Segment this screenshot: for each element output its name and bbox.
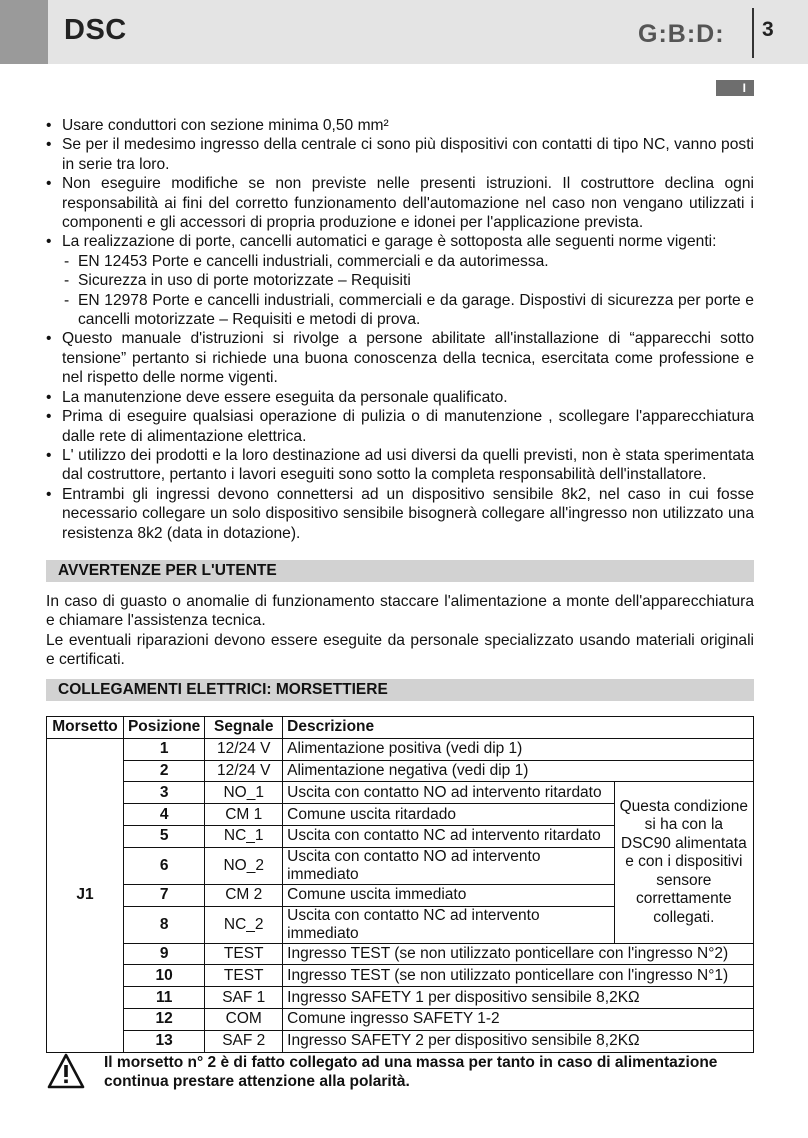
table-row	[47, 738, 754, 760]
warning-line: Il morsetto n° 2 è di fatto collegato ad una massa per tanto in caso di alimentazione	[104, 1054, 718, 1071]
bullet-item: • Prima di eseguire qualsiasi operazione di pulizia o di manutenzione , scollegare l'apparecchiatura dalle rete di alimentazione elettrica.	[46, 407, 754, 446]
signal-cell: CM 1	[205, 804, 283, 826]
description-cell: Uscita con contatto NC ad intervento immediato	[283, 906, 614, 943]
bullet-item: • Non eseguire modifiche se non previste nelle presenti istruzioni. Il costruttore declina ogni responsabilità ai fini del corretto funzionamento dell'automazione nel caso non vengano utilizzati i componenti e gli accessori di propria produzione e idonei per l'applicazione prevista.	[46, 174, 754, 232]
safety-instructions	[46, 116, 754, 543]
position-cell: 6	[123, 847, 204, 884]
signal-cell: 12/24 V	[205, 738, 283, 760]
signal-cell: NC_2	[205, 906, 283, 943]
table-header-row	[47, 717, 754, 739]
polarity-warning	[46, 1050, 754, 1094]
header-accent-block	[0, 0, 48, 64]
header-descrizione: Descrizione	[283, 717, 754, 739]
norm-item: - Sicurezza in uso di porte motorizzate – Requisiti	[62, 271, 754, 290]
signal-cell: COM	[205, 1008, 283, 1030]
section-heading-user: AVVERTENZE PER L'UTENTE	[46, 560, 754, 582]
bullet-item: • L' utilizzo dei prodotti e la loro destinazione ad usi diversi da quelli previsti, non è stata sperimentata dal costruttore, pertanto i lavori eseguiti sono sotto la completa responsabilità dell'installatore.	[46, 446, 754, 485]
description-cell: Uscita con contatto NO ad intervento immediato	[283, 847, 614, 884]
position-cell: 1	[123, 738, 204, 760]
signal-cell: SAF 2	[205, 1030, 283, 1052]
gibidi-logo: G:B:D:	[638, 20, 725, 48]
description-cell: Comune ingresso SAFETY 1-2	[283, 1008, 754, 1030]
description-cell: Comune uscita immediato	[283, 884, 614, 906]
warning-text	[104, 1053, 717, 1091]
description-cell: Alimentazione negativa (vedi dip 1)	[283, 760, 754, 782]
description-cell: Alimentazione positiva (vedi dip 1)	[283, 738, 754, 760]
description-cell: Ingresso TEST (se non utilizzato ponticellare con l'ingresso N°1)	[283, 965, 754, 987]
header-morsetto: Morsetto	[47, 717, 124, 739]
bullet-text: La realizzazione di porte, cancelli automatici e garage è sottoposta alle seguenti norme vigenti:	[62, 233, 717, 251]
warning-triangle-icon	[46, 1052, 86, 1090]
table-row	[47, 965, 754, 987]
position-cell: 12	[123, 1008, 204, 1030]
position-cell: 4	[123, 804, 204, 826]
norms-list	[62, 252, 754, 330]
norm-item: - EN 12453 Porte e cancelli industriali, commerciali e da autorimessa.	[62, 252, 754, 271]
norm-item: - EN 12978 Porte e cancelli industriali, commerciali e da garage. Dispostivi di sicurezza per porte e cancelli motorizzate – Requisiti e metodi di prova.	[62, 291, 754, 330]
bullet-item: • Se per il medesimo ingresso della centrale ci sono più dispositivi con contatti di tipo NC, vanno posti in serie tra loro.	[46, 135, 754, 174]
condition-note: Questa condizione si ha con la DSC90 alimentata e con i dispositivi sensore correttamente collegati.	[614, 782, 753, 943]
language-tag: I	[716, 80, 754, 96]
table-row	[47, 987, 754, 1009]
table-row	[47, 943, 754, 965]
user-warning-paragraph: In caso di guasto o anomalie di funzionamento staccare l'alimentazione a monte dell'apparecchiatura e chiamare l'assistenza tecnica.	[46, 593, 754, 630]
page-header	[0, 0, 808, 64]
description-cell: Uscita con contatto NC ad intervento ritardato	[283, 825, 614, 847]
position-cell: 9	[123, 943, 204, 965]
position-cell: 7	[123, 884, 204, 906]
signal-cell: CM 2	[205, 884, 283, 906]
page-number: 3	[762, 18, 774, 41]
header-divider	[752, 8, 754, 58]
description-cell: Comune uscita ritardado	[283, 804, 614, 826]
warning-line: continua prestare attenzione alla polarità.	[104, 1073, 410, 1090]
header-segnale: Segnale	[205, 717, 283, 739]
description-cell: Ingresso TEST (se non utilizzato ponticellare con l'ingresso N°2)	[283, 943, 754, 965]
bullet-item	[46, 232, 754, 329]
signal-cell: NO_2	[205, 847, 283, 884]
description-cell: Ingresso SAFETY 1 per dispositivo sensibile 8,2KΩ	[283, 987, 754, 1009]
user-warning-paragraph: Le eventuali riparazioni devono essere eseguite da personale specializzato usando materiali originali e certificati.	[46, 631, 754, 669]
signal-cell: TEST	[205, 965, 283, 987]
terminal-label: J1	[47, 738, 124, 1052]
position-cell: 2	[123, 760, 204, 782]
signal-cell: NO_1	[205, 782, 283, 804]
table-row	[47, 1008, 754, 1030]
position-cell: 5	[123, 825, 204, 847]
table-row	[47, 760, 754, 782]
description-cell: Uscita con contatto NO ad intervento ritardato	[283, 782, 614, 804]
header-posizione: Posizione	[123, 717, 204, 739]
signal-cell: 12/24 V	[205, 760, 283, 782]
position-cell: 3	[123, 782, 204, 804]
signal-cell: NC_1	[205, 825, 283, 847]
position-cell: 13	[123, 1030, 204, 1052]
position-cell: 11	[123, 987, 204, 1009]
position-cell: 8	[123, 906, 204, 943]
bullet-item: • La manutenzione deve essere eseguita da personale qualificato.	[46, 388, 754, 407]
document-title: DSC	[64, 14, 127, 46]
bullet-item: • Usare conduttori con sezione minima 0,50 mm²	[46, 116, 754, 135]
terminal-block-table	[46, 716, 754, 1053]
table-row	[47, 782, 754, 804]
position-cell: 10	[123, 965, 204, 987]
signal-cell: SAF 1	[205, 987, 283, 1009]
bullet-item: • Questo manuale d'istruzioni si rivolge a persone abilitate all'installazione di “apparecchi sotto tensione” pertanto si richiede una buona conoscenza della tecnica, esercitata come professione e nel rispetto delle norme vigenti.	[46, 329, 754, 387]
section-heading-wiring: COLLEGAMENTI ELETTRICI: MORSETTIERE	[46, 679, 754, 701]
bullet-item: • Entrambi gli ingressi devono connettersi ad un dispositivo sensibile 8k2, nel caso in cui fosse necessario collegare un solo dispositivo sensibile bisognerà collegare all'ingresso non utilizzato una resistenza 8k2 (data in dotazione).	[46, 485, 754, 543]
description-cell: Ingresso SAFETY 2 per dispositivo sensibile 8,2KΩ	[283, 1030, 754, 1052]
user-warnings-text	[46, 592, 754, 670]
table-row	[47, 1030, 754, 1052]
signal-cell: TEST	[205, 943, 283, 965]
